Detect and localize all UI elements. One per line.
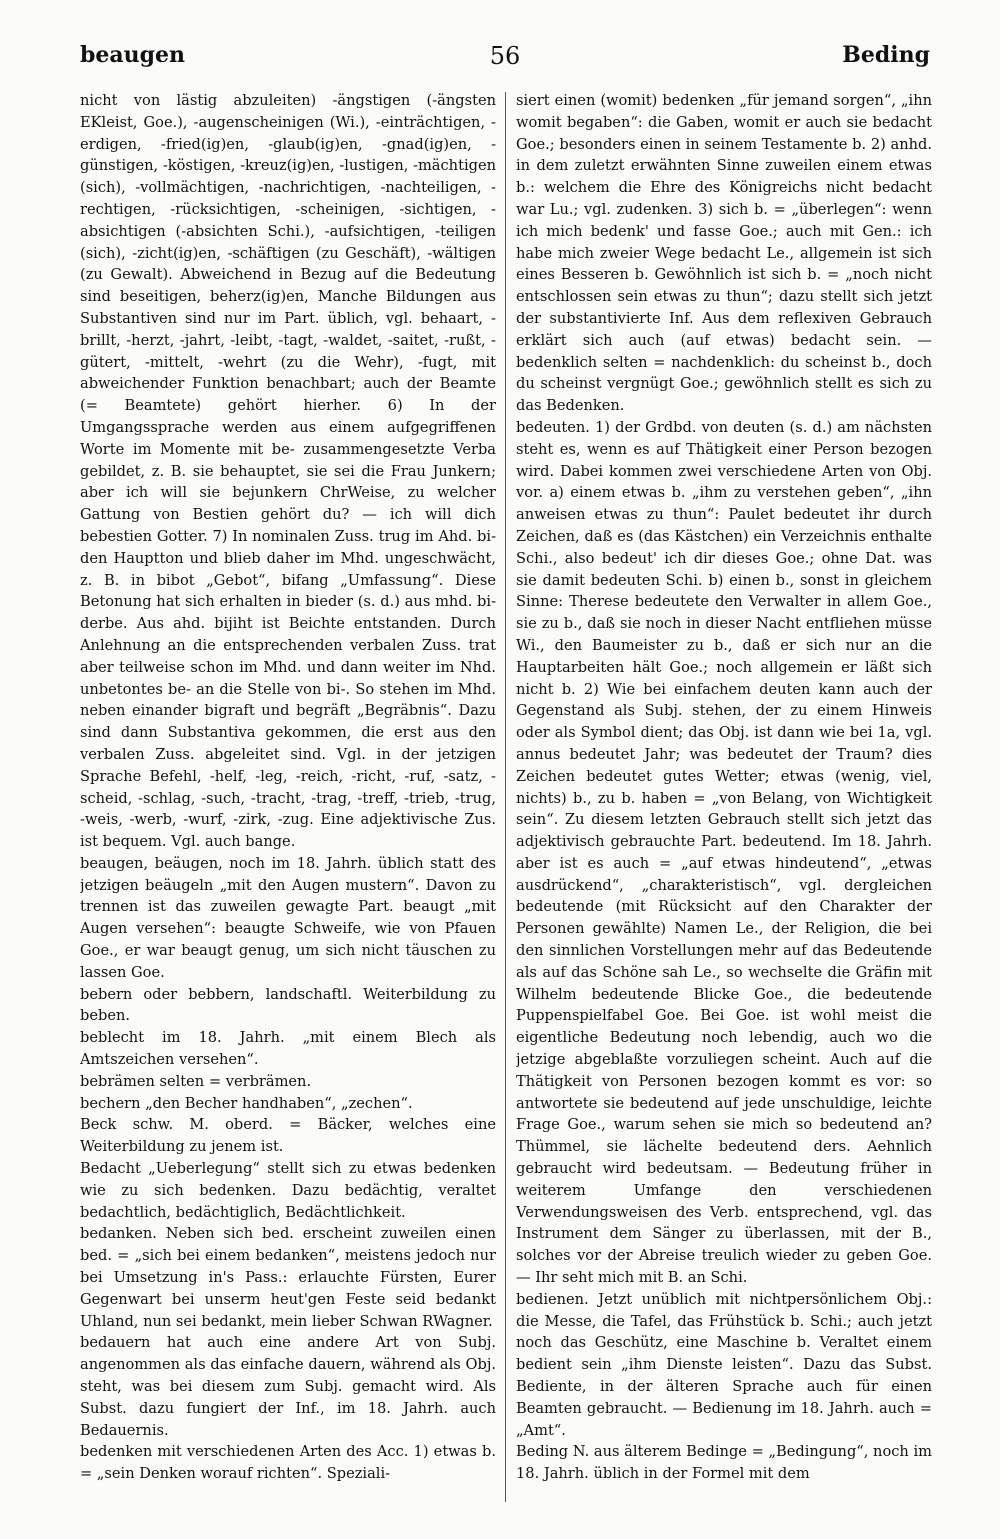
left-column <box>80 90 496 1510</box>
header-left-catchword: beaugen <box>80 42 186 68</box>
entry-paragraph: bedeuten. 1) der Grdbd. von deuten (s. d.) am nächsten steht es, wenn es auf Thätigkeit einer Person bezogen wird. Dabei kommen zwei verschiedene Arten von Obj. vor. a) einem etwas b. „ihm zu verstehen geben“, „ihn anweisen etwas zu thun“: Paulet bedeutet ihr durch Zeichen, daß es (das Kästchen) ein Verzeichnis enthalte Schi., also bedeut' ich dir dieses Goe.; ohne Dat. was sie damit bedeuten Schi. b) einen b., sonst in gleichem Sinne: Therese bedeutete den Verwalter in allem Goe., sie zu b., daß sie noch in dieser Nacht entfliehen müsse Wi., den Baumeister zu b., daß er sich nur an die Hauptarbeiten hält Goe.; noch allgemein er läßt sich nicht b. 2) Wie bei einfachem deuten kann auch der Gegenstand als Subj. stehen, der zu einem Hinweis oder als Symbol dient; das Obj. ist dann wie bei 1a, vgl. annus bedeutet Jahr; was bedeutet der Traum? dies Zeichen bedeutet gutes Wetter; etwas (wenig, viel, nichts) b., zu b. haben = „von Belang, von Wichtigkeit sein“. Zu diesem letzten Gebrauch stellt sich jetzt das adjektivisch gebrauchte Part. bedeutend. Im 18. Jahrh. aber ist es auch = „auf etwas hindeutend“, „etwas ausdrückend“, „charakteristisch“, vgl. dergleichen bedeutende (mit Rücksicht auf den Charakter der Personen gewählte) Namen Le., der Religion, die bei den sinnlichen Vorstellungen mehr auf das Bedeutende als auf das Schöne sah Le., so wechselte die Gräfin mit Wilhelm bedeutende Blicke Goe., die bedeutende Puppenspielfabel Goe. Bei Goe. ist wohl meist die eigentliche Bedeutung noch lebendig, auch wo die jetzige abgeblaßte vorzuliegen scheint. Auch auf die Thätigkeit von Personen bezogen kommt es vor: so antwortete sie bedeutend auf jede unschuldige, leichte Frage Goe., warum sehen sie mich so bedeutend an? Thümmel, sie lächelte bedeutend ders. Aehnlich gebraucht wird bedeutsam. — Bedeutung früher in weiterem Umfange den verschiedenen Verwendungsweisen des Verb. entsprechend, vgl. das Instrument dem Sänger zu überlassen, mit der B., solches vor der Abreise treulich wieder zu geben Goe. — Ihr seht mich mit B. an Schi. <box>516 418 932 1287</box>
header-right-catchword: Beding <box>842 42 930 68</box>
entry-paragraph: Beck schw. M. oberd. = Bäcker, welches eine Weiterbildung zu jenem ist. <box>80 1116 496 1156</box>
entry-paragraph: siert einen (womit) bedenken „für jemand sorgen“, „ihn womit begaben“: die Gaben, womit er auch sie bedacht Goe.; besonders einen in seinem Testamente b. 2) anhd. in dem zuletzt erwähnten Sinne zuweilen einem etwas b.: welchem die Ehre des Königreichs nicht bedacht war Lu.; vgl. zudenken. 3) sich b. = „überlegen“: wenn ich mich bedenk' und fasse Goe.; auch mit Gen.: ich habe mich zweier Wege bedacht Le., allgemein ist sich eines Besseren b. Gewöhnlich ist sich b. = „noch nicht entschlossen sein etwas zu thun“; dazu stellt sich jetzt der substantivierte Inf. Aus dem reflexiven Gebrauch erklärt sich auch (auf etwas) bedacht sein. — bedenklich selten = nachdenklich: du scheinst b., doch du scheinst vergnügt Goe.; gewöhnlich stellt es sich zu das Bedenken. <box>516 92 932 415</box>
entry-paragraph: bebrämen selten = verbrämen. <box>80 1072 312 1090</box>
entry-paragraph: bedauern hat auch eine andere Art von Subj. angenommen als das einfache dauern, während als Obj. steht, was bei diesem zum Subj. gemacht wird. Als Subst. dazu fungiert der Inf., im 18. Jahrh. auch Bedauernis. <box>80 1334 496 1439</box>
entry-paragraph: beblecht im 18. Jahrh. „mit einem Blech als Amtszeichen versehen“. <box>80 1029 496 1069</box>
entry-paragraph: bechern „den Becher handhaben“, „zechen“. <box>80 1094 413 1112</box>
entry-paragraph: Beding N. aus älterem Bedinge = „Bedingung“, noch im 18. Jahrh. üblich in der Formel mit dem <box>516 1443 932 1483</box>
entry-paragraph: Bedacht „Ueberlegung“ stellt sich zu etwas bedenken wie zu sich bedenken. Dazu bedächtig, veraltet bedachtlich, bedächtiglich, Bedächtlichkeit. <box>80 1160 496 1221</box>
entry-paragraph: beaugen, beäugen, noch im 18. Jahrh. üblich statt des jetzigen beäugeln „mit den Augen mustern“. Davon zu trennen ist das zuweilen gewagte Part. beaugt „mit Augen versehen“: beaugte Schweife, wie von Pfauen Goe., er war beaugt genug, um sich nicht täuschen zu lassen Goe. <box>80 854 496 981</box>
page-number: 56 <box>489 42 521 70</box>
entry-paragraph: bedienen. Jetzt unüblich mit nichtpersönlichem Obj.: die Messe, die Tafel, das Frühstück b. Schi.; auch jetzt noch das Geschütz, eine Maschine b. Veraltet einem bedient sein „ihm Dienste leisten“. Dazu das Subst. Bediente, in der älteren Sprache auch für einen Beamten gebraucht. — Bedienung im 18. Jahrh. auch = „Amt“. <box>516 1290 932 1439</box>
right-column <box>516 90 932 1510</box>
column-divider <box>505 92 506 1502</box>
entry-paragraph: bebern oder bebbern, landschaftl. Weiterbildung zu beben. <box>80 985 496 1025</box>
entry-paragraph: bedanken. Neben sich bed. erscheint zuweilen einen bed. = „sich bei einem bedanken“, meistens jedoch nur bei Umsetzung in's Pass.: erlauchte Fürsten, Eurer Gegenwart bei unserm heut'gen Feste seid bedankt Uhland, nun sei bedankt, mein lieber Schwan RWagner. <box>80 1225 496 1330</box>
running-head <box>80 42 930 76</box>
entry-paragraph: nicht von lästig abzuleiten) -ängstigen (-ängsten EKleist, Goe.), -augenscheinigen (Wi.), -einträchtigen, -erdigen, -fried(ig)en, -glaub(ig)en, -gnad(ig)en, -günstigen, -köstigen, -kreuz(ig)en, -lustigen, -mächtigen (sich), -vollmächtigen, -nachrichtigen, -nachteiligen, -rechtigen, -rücksichtigen, -scheinigen, -sichtigen, -absichtigen (-absichten Schi.), -aufsichtigen, -teiligen (sich), -zicht(ig)en, -schäftigen (zu Geschäft), -wältigen (zu Gewalt). Abweichend in Bezug auf die Bedeutung sind beseitigen, beherz(ig)en, Manche Bildungen aus Substantiven sind nur im Part. üblich, vgl. behaart, -brillt, -herzt, -jahrt, -leibt, -tagt, -waldet, -saitet, -rußt, -gütert, -mittelt, -wehrt (zu die Wehr), -fugt, mit abweichender Funktion benachbart; auch der Beamte (= Beamtete) gehört hierher. 6) In der Umgangssprache werden aus einem aufgegriffenen Worte im Momente mit be- zusammengesetzte Verba gebildet, z. B. sie behauptet, sie sei die Frau Junkern; aber ich will sie bejunkern ChrWeise, zu welcher Gattung von Bestien gehört du? — ich will dich bebestien Gotter. 7) In nominalen Zuss. trug im Ahd. bi- den Hauptton und blieb daher im Mhd. ungeschwächt, z. B. in bibot „Gebot“, bifang „Umfassung“. Diese Betonung hat sich erhalten in bieder (s. d.) aus mhd. bi-derbe. Aus ahd. bijiht ist Beichte entstanden. Durch Anlehnung an die entsprechenden verbalen Zuss. trat aber teilweise schon im Mhd. und dann weiter im Nhd. unbetontes be- an die Stelle von bi-. So stehen im Mhd. neben einander bigraft und begräft „Begräbnis“. Dazu sind dann Substantiva gekommen, die erst aus den verbalen Zuss. abgeleitet sind. Vgl. in der jetzigen Sprache Befehl, -helf, -leg, -reich, -richt, -ruf, -satz, -scheid, -schlag, -such, -tracht, -trag, -treff, -trieb, -trug, -weis, -werb, -wurf, -zirk, -zug. Eine adjektivische Zus. ist bequem. Vgl. auch bange. <box>80 92 496 851</box>
entry-paragraph: bedenken mit verschiedenen Arten des Acc. 1) etwas b. = „sein Denken worauf richten“. Speziali- <box>80 1443 496 1483</box>
